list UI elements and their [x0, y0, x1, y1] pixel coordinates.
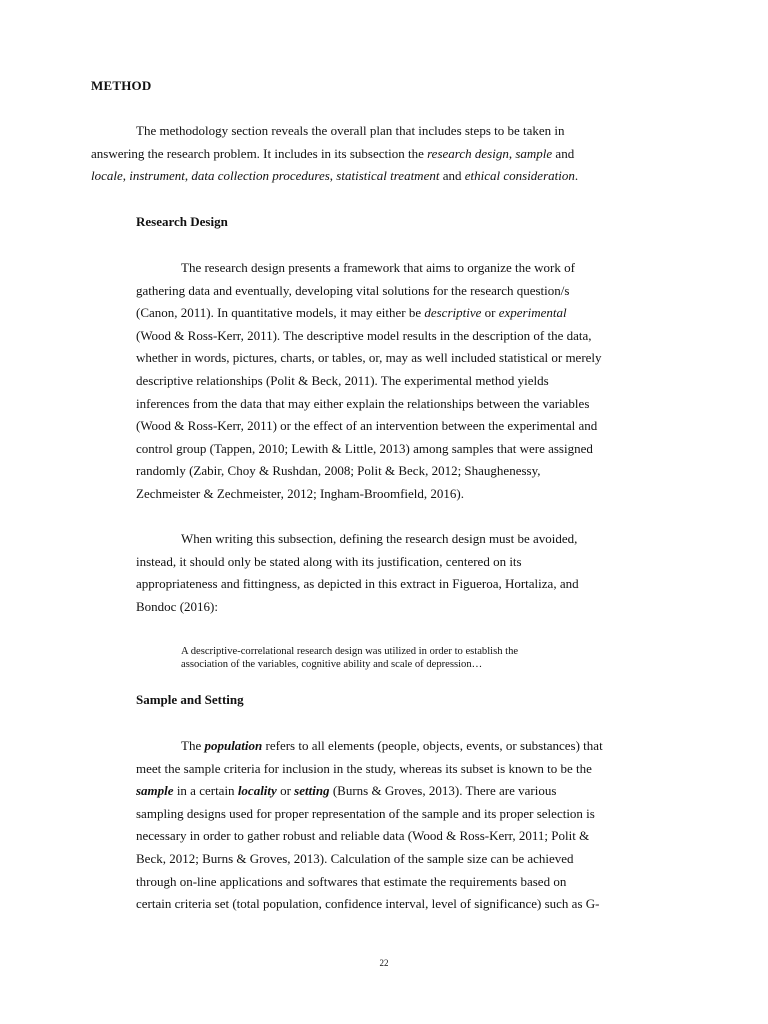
- text-run: whether in words, pictures, charts, or tables, or, may as well included statistical or merely: [136, 350, 602, 366]
- text-line: [136, 280, 696, 303]
- text-run: gathering data and eventually, developing vital solutions for the research question/s: [136, 282, 570, 298]
- text-run: ,: [184, 168, 192, 184]
- text-line: [136, 393, 696, 416]
- text-run: appropriateness and fittingness, as depicted in this extract in Figueroa, Hortaliza, and: [136, 576, 579, 592]
- text-run: (Wood & Ross-Kerr, 2011). The descriptive model results in the description of the data,: [136, 327, 592, 343]
- subheading-sample-and-setting: Sample and Setting: [136, 692, 244, 707]
- text-line: [181, 658, 518, 671]
- text-run: .: [574, 168, 579, 184]
- italic-term: ethical consideration: [464, 168, 575, 184]
- text-run: ,: [329, 168, 337, 184]
- text-line: [136, 803, 696, 826]
- research-design-paragraph-1: [136, 257, 696, 506]
- text-run: association of the variables, cognitive ability and scale of depression…: [181, 659, 483, 670]
- text-run: necessary in order to gather robust and reliable data (Wood & Ross-Kerr, 2011; Polit &: [136, 828, 590, 844]
- text-line: [136, 528, 696, 551]
- sample-setting-paragraph: [136, 735, 696, 916]
- text-run: A descriptive-correlational research design was utilized in order to establish the: [181, 646, 519, 657]
- text-run: (Canon, 2011). In quantitative models, it may either be: [136, 305, 425, 321]
- text-line: [136, 302, 696, 325]
- text-line: [136, 347, 696, 370]
- text-run: randomly (Zabir, Choy & Rushdan, 2008; Polit & Beck, 2012; Shaughenessy,: [136, 463, 541, 479]
- text-line: [136, 780, 696, 803]
- text-run: descriptive relationships (Polit & Beck, 2011). The experimental method yields: [136, 372, 549, 388]
- text-line: [136, 325, 696, 348]
- italic-term: descriptive: [424, 305, 482, 321]
- text-line: [136, 825, 696, 848]
- text-run: control group (Tappen, 2010; Lewith & Little, 2013) among samples that were assigned: [136, 440, 593, 456]
- block-quote-extract: [181, 645, 518, 671]
- section-heading-method: METHOD: [91, 78, 152, 93]
- text-line: [181, 645, 518, 658]
- text-run: When writing this subsection, defining the research design must be avoided,: [181, 531, 578, 546]
- emphasized-term: locality: [237, 783, 277, 799]
- text-run: certain criteria set (total population, confidence interval, level of significance) such as G-: [136, 896, 600, 912]
- text-line: [136, 257, 696, 280]
- text-run: ,: [508, 145, 516, 161]
- text-run: (Wood & Ross-Kerr, 2011) or the effect of an intervention between the experimental and: [136, 418, 598, 434]
- emphasized-term: population: [204, 738, 263, 753]
- text-run: refers to all elements (people, objects, events, or substances) that: [262, 738, 603, 753]
- italic-term: data collection procedures: [191, 168, 330, 184]
- text-run: Beck, 2012; Burns & Groves, 2013). Calculation of the sample size can be achieved: [136, 850, 574, 866]
- emphasized-term: setting: [294, 783, 330, 799]
- text-run: The methodology section reveals the overall plan that includes steps to be taken in: [136, 123, 565, 138]
- italic-term: instrument: [129, 168, 185, 184]
- emphasized-term: sample: [136, 783, 174, 799]
- italic-term: statistical treatment: [336, 168, 440, 184]
- text-line: [91, 120, 691, 143]
- text-line: [136, 438, 696, 461]
- research-design-paragraph-2: [136, 528, 696, 618]
- text-run: Bondoc (2016):: [136, 598, 218, 614]
- italic-term: research design: [427, 145, 509, 161]
- text-line: [136, 893, 696, 916]
- text-run: (Burns & Groves, 2013). There are various: [329, 783, 557, 799]
- italic-term: sample: [515, 145, 553, 161]
- text-line: [136, 848, 696, 871]
- text-line: [136, 871, 696, 894]
- text-line: [136, 415, 696, 438]
- text-run: answering the research problem. It includes in its subsection the: [91, 145, 428, 161]
- text-run: and: [552, 145, 575, 161]
- text-run: in a certain: [173, 783, 238, 799]
- text-run: through on-line applications and softwares that estimate the requirements based on: [136, 873, 567, 889]
- text-line: [136, 483, 696, 506]
- text-line: [136, 596, 696, 619]
- intro-paragraph: [91, 120, 691, 188]
- text-run: or: [276, 783, 295, 799]
- text-run: sampling designs used for proper representation of the sample and its proper selection is: [136, 805, 595, 821]
- text-run: and: [439, 168, 465, 184]
- text-line: [91, 165, 691, 188]
- italic-term: locale: [91, 168, 123, 184]
- text-run: meet the sample criteria for inclusion in the study, whereas its subset is known to be the: [136, 760, 592, 776]
- text-line: [136, 460, 696, 483]
- page-number: 22: [379, 958, 389, 968]
- italic-term: experimental: [498, 305, 567, 321]
- text-run: The: [181, 738, 205, 753]
- text-line: [136, 573, 696, 596]
- text-run: inferences from the data that may either explain the relationships between the variables: [136, 395, 590, 411]
- text-line: [136, 758, 696, 781]
- text-line: [136, 370, 696, 393]
- text-line: [91, 143, 691, 166]
- text-run: instead, it should only be stated along with its justification, centered on its: [136, 553, 522, 569]
- text-run: or: [481, 305, 499, 321]
- text-line: [136, 551, 696, 574]
- text-run: The research design presents a framework that aims to organize the work of: [181, 260, 575, 275]
- subheading-research-design: Research Design: [136, 214, 228, 229]
- text-line: [136, 735, 696, 758]
- text-run: ,: [122, 168, 130, 184]
- text-run: Zechmeister & Zechmeister, 2012; Ingham-Broomfield, 2016).: [136, 485, 464, 501]
